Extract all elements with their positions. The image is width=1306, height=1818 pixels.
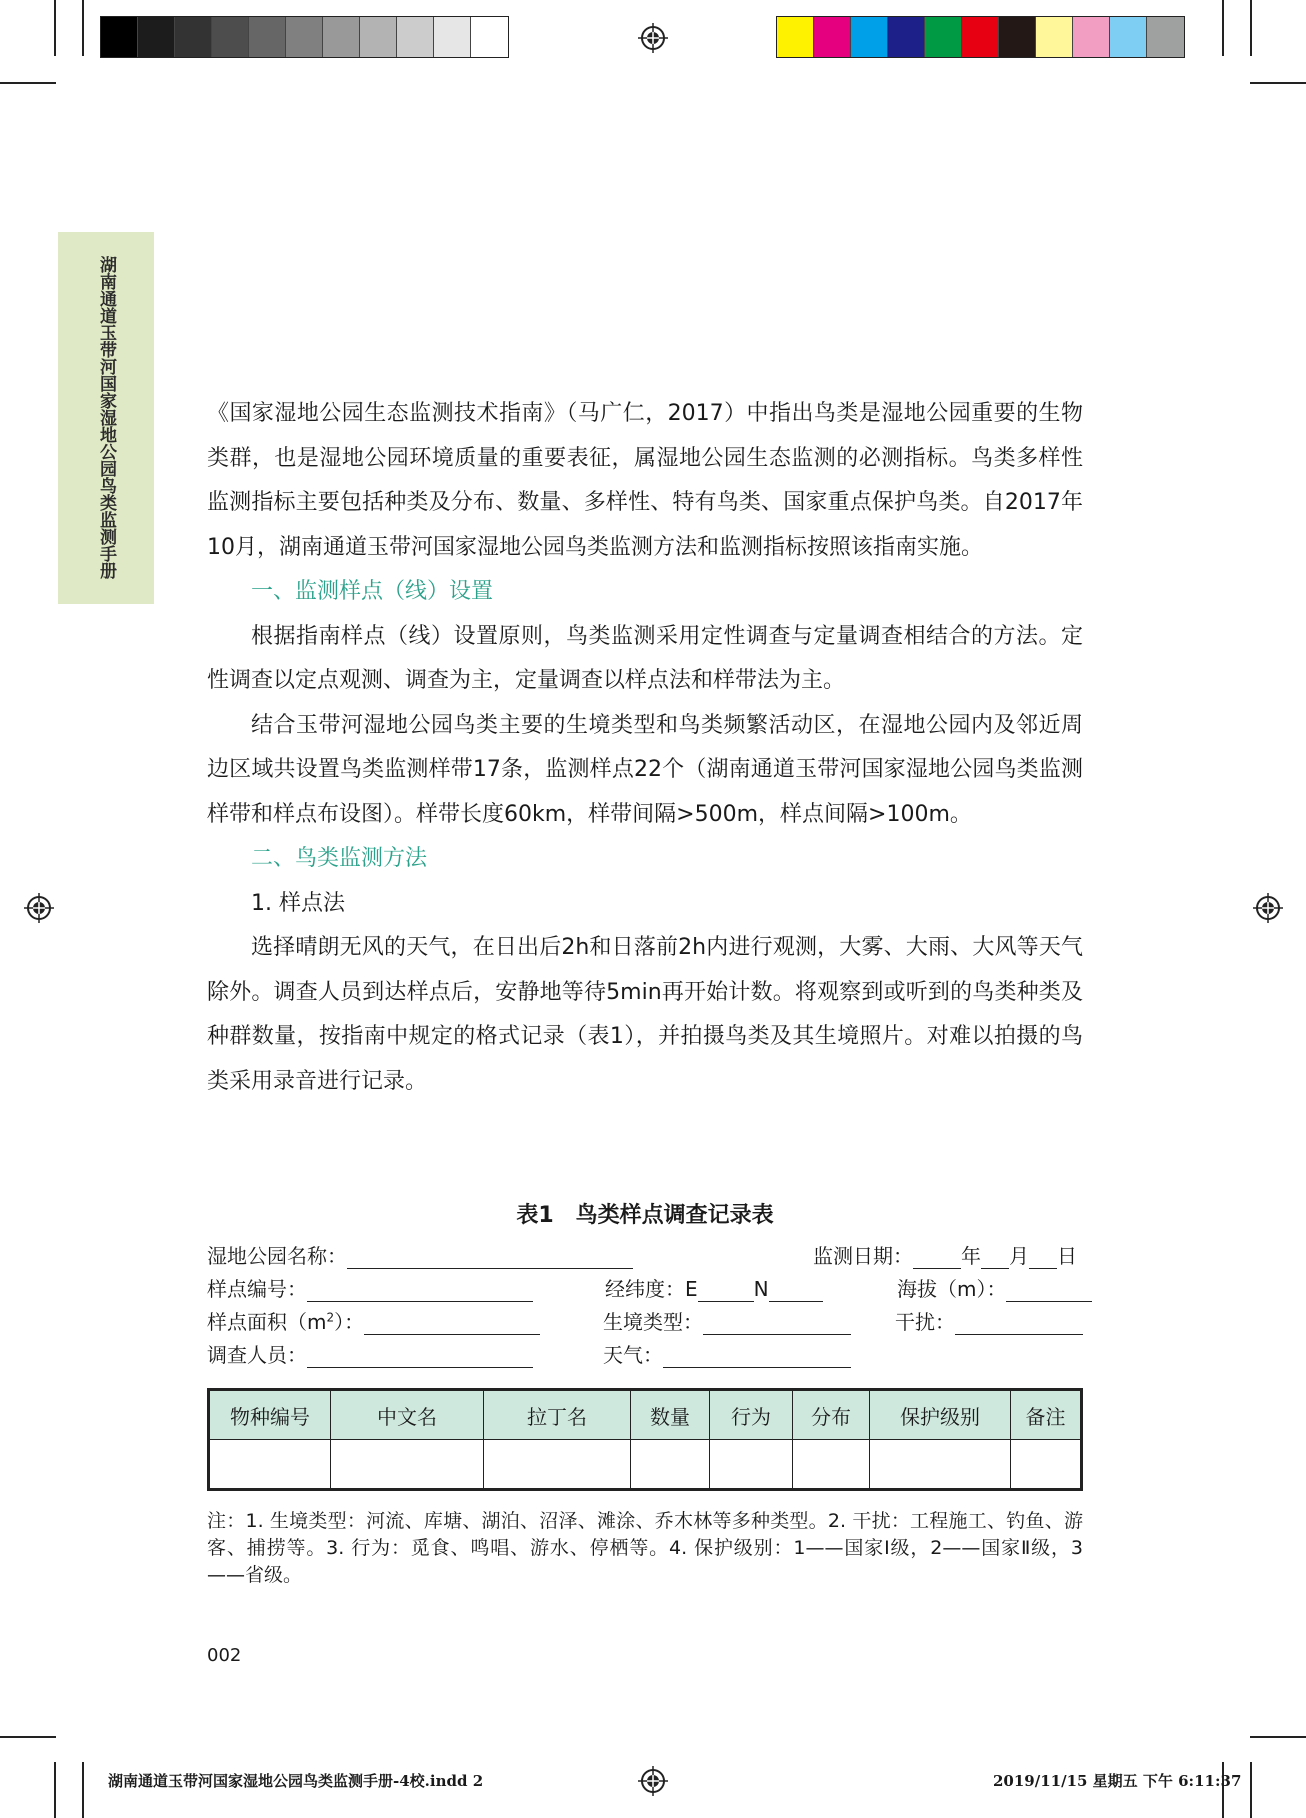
gray-swatch-bar bbox=[100, 16, 509, 58]
gray-swatch bbox=[323, 17, 360, 57]
disturb-label: 干扰： bbox=[895, 1310, 955, 1334]
habitat-label: 生境类型： bbox=[603, 1310, 703, 1334]
crop-mark bbox=[1250, 1762, 1252, 1818]
subheading: 1. 样点法 bbox=[251, 890, 345, 916]
registration-mark-icon bbox=[24, 893, 54, 923]
crop-mark bbox=[1250, 0, 1252, 56]
gray-swatch bbox=[101, 17, 138, 57]
table-row bbox=[209, 1440, 1082, 1490]
color-swatch bbox=[1110, 17, 1147, 57]
crop-mark bbox=[82, 1762, 84, 1818]
table-header: 行为 bbox=[710, 1390, 793, 1440]
crop-mark bbox=[1222, 0, 1224, 56]
gray-swatch bbox=[471, 17, 508, 57]
registration-mark-icon bbox=[1253, 893, 1283, 923]
table-header: 拉丁名 bbox=[484, 1390, 631, 1440]
table-header: 物种编号 bbox=[209, 1390, 331, 1440]
crop-mark bbox=[1250, 1736, 1306, 1738]
paragraph: 结合玉带河湿地公园鸟类主要的生境类型和鸟类频繁活动区，在湿地公园内及邻近周边区域共设置鸟类监测样带17条，监测样点22个（湖南通道玉带河国家湿地公园鸟类监测样带和样点布设图）。样带长度60km，样带间隔>500m，样点间隔>100m。 bbox=[207, 712, 1083, 827]
surveyor-label: 调查人员： bbox=[207, 1343, 307, 1367]
color-swatch bbox=[814, 17, 851, 57]
gray-swatch bbox=[175, 17, 212, 57]
table-caption: 表1 鸟类样点调查记录表 bbox=[516, 1203, 774, 1228]
color-swatch bbox=[1147, 17, 1184, 57]
altitude-label: 海拔（m）： bbox=[897, 1277, 1007, 1301]
lonlat-label: 经纬度：E bbox=[605, 1277, 698, 1301]
gray-swatch bbox=[138, 17, 175, 57]
record-table bbox=[207, 1388, 1083, 1491]
table-header: 保护级别 bbox=[870, 1390, 1011, 1440]
slug-file: 湖南通道玉带河国家湿地公园鸟类监测手册-4校.indd 2 bbox=[108, 1772, 484, 1790]
paragraph: 《国家湿地公园生态监测技术指南》（马广仁，2017）中指出鸟类是湿地公园重要的生物类群，也是湿地公园环境质量的重要表征，属湿地公园生态监测的必测指标。鸟类多样性监测指标主要包括种类及分布、数量、多样性、特有鸟类、国家重点保护鸟类。自2017年10月，湖南通道玉带河国家湿地公园鸟类监测方法和监测指标按照该指南实施。 bbox=[207, 401, 1083, 560]
gray-swatch bbox=[212, 17, 249, 57]
sidebar-title: 湖南通道玉带河国家湿地公园鸟类监测手册 bbox=[96, 256, 116, 579]
color-swatch bbox=[1073, 17, 1110, 57]
table-header-row bbox=[209, 1390, 1082, 1440]
table-header: 中文名 bbox=[331, 1390, 484, 1440]
page-number: 002 bbox=[207, 1645, 242, 1666]
gray-swatch bbox=[397, 17, 434, 57]
paragraph: 选择晴朗无风的天气，在日出后2h和日落前2h内进行观测，大雾、大雨、大风等天气除外。调查人员到达样点后，安静地等待5min再开始计数。将观察到或听到的鸟类种类及种群数量，按指南中规定的格式记录（表1），并拍摄鸟类及其生境照片。对难以拍摄的鸟类采用录音进行记录。 bbox=[207, 935, 1083, 1094]
color-swatch-bar bbox=[776, 16, 1185, 58]
body-text bbox=[207, 392, 1083, 1104]
record-fields: 湿地公园名称： 监测日期： 年 月 日 样点编号： 经纬度：E N 海拔（m）： 样点面积$(m^2)$： 生境类型： 干扰： 调查人员： 天气： bbox=[207, 1240, 1083, 1370]
crop-mark bbox=[0, 82, 56, 84]
color-swatch bbox=[851, 17, 888, 57]
color-swatch bbox=[888, 17, 925, 57]
sidebar-tab bbox=[58, 232, 154, 604]
crop-mark bbox=[82, 0, 84, 56]
section-heading: 一、监测样点（线）设置 bbox=[251, 579, 494, 604]
registration-mark-icon bbox=[638, 1766, 668, 1796]
color-swatch bbox=[999, 17, 1036, 57]
crop-mark bbox=[0, 1736, 56, 1738]
date-label: 监测日期： bbox=[813, 1244, 913, 1268]
crop-mark bbox=[54, 0, 56, 56]
table-header: 备注 bbox=[1011, 1390, 1082, 1440]
color-swatch bbox=[1036, 17, 1073, 57]
registration-mark-icon bbox=[638, 23, 668, 53]
table-note: 注：1. 生境类型：河流、库塘、湖泊、沼泽、滩涂、乔木林等多种类型。2. 干扰：工程施工、钓鱼、游客、捕捞等。3. 行为：觅食、鸣唱、游水、停栖等。4. 保护级别：1——国家Ⅰ级，2——国家Ⅱ级，3——省级。 bbox=[207, 1510, 1083, 1586]
color-swatch bbox=[925, 17, 962, 57]
table-header: 分布 bbox=[793, 1390, 870, 1440]
paragraph: 根据指南样点（线）设置原则，鸟类监测采用定性调查与定量调查相结合的方法。定性调查以定点观测、调查为主，定量调查以样点法和样带法为主。 bbox=[207, 623, 1083, 693]
park-name-label: 湿地公园名称： bbox=[207, 1244, 347, 1268]
color-swatch bbox=[777, 17, 814, 57]
weather-label: 天气： bbox=[603, 1343, 663, 1367]
table-header: 数量 bbox=[631, 1390, 710, 1440]
slug-timestamp: 2019/11/15 星期五 下午 6:11:37 bbox=[993, 1772, 1242, 1790]
gray-swatch bbox=[249, 17, 286, 57]
section-heading: 二、鸟类监测方法 bbox=[251, 846, 428, 871]
gray-swatch bbox=[434, 17, 471, 57]
crop-mark bbox=[54, 1762, 56, 1818]
gray-swatch bbox=[360, 17, 397, 57]
crop-mark bbox=[1250, 82, 1306, 84]
gray-swatch bbox=[286, 17, 323, 57]
color-swatch bbox=[962, 17, 999, 57]
point-id-label: 样点编号： bbox=[207, 1277, 307, 1301]
area-label: 样点面积（m bbox=[207, 1310, 327, 1334]
